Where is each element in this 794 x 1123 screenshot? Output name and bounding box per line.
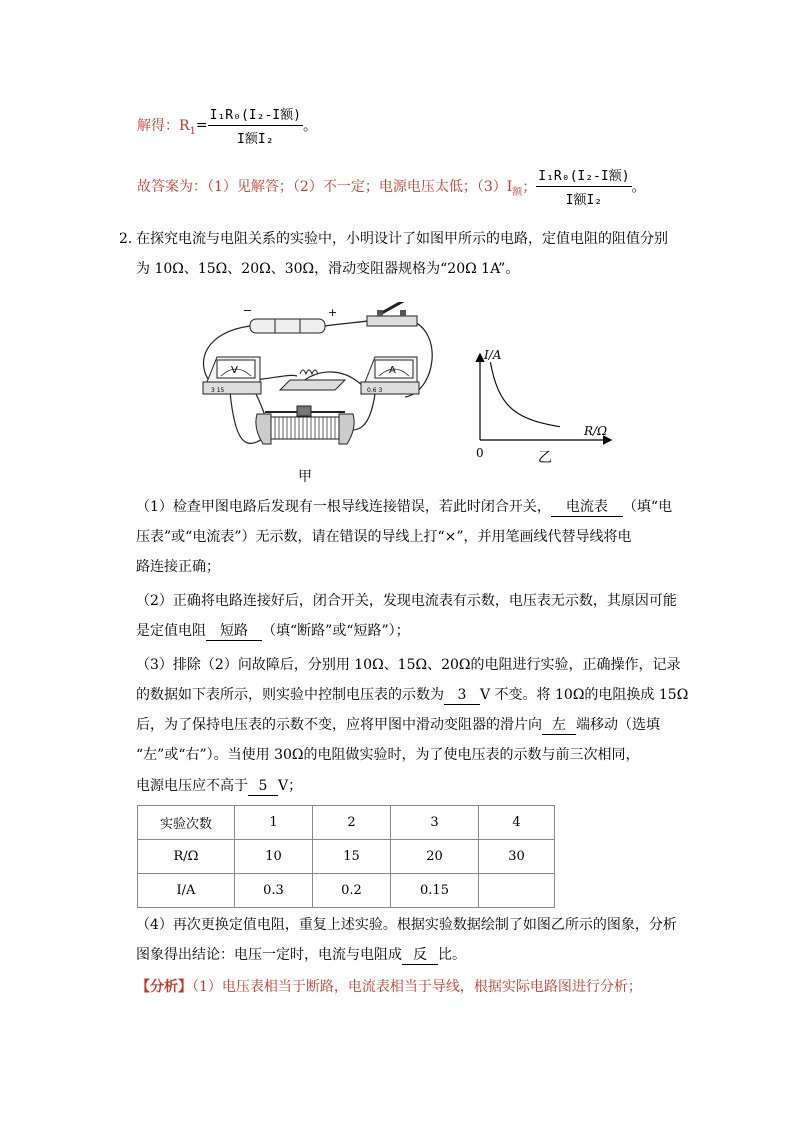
origin-label: 0: [476, 446, 484, 460]
part2-line-1: （2）正确将电路连接好后，闭合开关，发现电流表有示数，电压表无示数，其原因可能: [136, 593, 677, 609]
table-row: [138, 806, 555, 840]
question-line-2: 为 10Ω、15Ω、20Ω、30Ω，滑动变阻器规格为“20Ω 1A”。: [136, 261, 520, 277]
answer-blank-source-voltage: 5: [248, 777, 278, 796]
ammeter-icon: [361, 357, 419, 394]
answer-line: 故答案为：（1）见解答；（2）不一定；电源电压太低；$(3)I_额$； $\frac{\text{I₁R₀(I₂-I额)}}{\text{I额I₂}}$ 。: [137, 165, 646, 209]
answer-blank-direction: 左: [542, 716, 576, 735]
i-r-curve: [490, 362, 560, 427]
table-cell: 0.2: [313, 874, 391, 908]
analysis-tag: 【分析】: [136, 979, 192, 995]
table-cell: 3: [391, 806, 479, 840]
analysis-text: （1）电压表相当于断路，电流表相当于导线，根据实际电路图进行分析；: [192, 979, 642, 995]
part4-line-2: 图象得出结论：电压一定时，电流与电阻成 反 比。: [136, 947, 466, 963]
x-axis-label: R/Ω: [584, 424, 608, 438]
y-axis-label: I/A: [484, 348, 502, 362]
part3-line-2: 的数据如下表所示，则实验中控制电压表的示数为 3 V 不变。将 10Ω的电阻换成 15Ω: [136, 687, 689, 703]
answer-blank-fault: 短路: [206, 622, 262, 641]
question-number: 2．: [119, 231, 142, 247]
table-cell: 2: [313, 806, 391, 840]
table-cell: 15: [313, 840, 391, 874]
part1-line-1: （1）检查甲图电路后发现有一根导线连接错误，若此时闭合开关， 电流表 （填“电: [136, 499, 673, 515]
svg-text:A: A: [389, 365, 396, 376]
svg-text:+: +: [328, 306, 338, 319]
answer-fraction: [536, 165, 631, 208]
part4-line-1: （4）再次更换定值电阻，重复上述实验。根据实验数据绘制了如图乙所示的图象，分析: [136, 917, 677, 933]
svg-text:3 15: 3 15: [211, 387, 225, 394]
part2-line-2: 是定值电阻 短路 （填“断路”或“短路”）；: [136, 623, 410, 639]
answer-numerator: I₁R₀(I₂-I额): [536, 165, 631, 187]
part3-line-5: 电源电压应不高于 5 V；: [136, 778, 303, 794]
table-cell: 实验次数: [138, 806, 235, 840]
switch-icon: [367, 302, 417, 326]
table-cell: 10: [235, 840, 313, 874]
table-cell: R/Ω: [138, 840, 235, 874]
part3-line-4: “左”或“右”）。当使用 30Ω的电阻做实验时，为了使电压表的示数与前三次相同，: [136, 747, 640, 763]
circuit-diagram: [195, 302, 445, 462]
solution-line: 解得：$R_1=$ $\frac{\text{I₁R₀(I₂-I额)}}{\text{I额I₂}}$ 。: [137, 104, 317, 148]
table-cell: 0.15: [391, 874, 479, 908]
table-row: [138, 874, 555, 908]
question-line-1: 在探究电流与电阻关系的实验中，小明设计了如图甲所示的电路，定值电阻的阻值分别: [136, 231, 668, 247]
table-cell: I/A: [138, 874, 235, 908]
answer-blank-meter: 电流表: [551, 498, 623, 517]
table-cell: 20: [391, 840, 479, 874]
figure-yi-caption: 乙: [538, 450, 552, 465]
table-cell: [479, 874, 555, 908]
solution-label: 解得：$R_1$: [137, 117, 196, 137]
solution-fraction: [208, 104, 303, 147]
table-cell: 4: [479, 806, 555, 840]
svg-text:V: V: [231, 365, 238, 376]
table-cell: 1: [235, 806, 313, 840]
solution-numerator: I₁R₀(I₂-I额): [208, 104, 303, 126]
rheostat-icon: [256, 406, 354, 444]
battery-icon: [243, 304, 337, 333]
svg-text:−: −: [243, 304, 253, 317]
part1-line-2: 压表”或“电流表”）无示数，请在错误的导线上打“×”，并用笔画线代替导线将电: [136, 529, 632, 545]
part3-line-1: （3）排除（2）问故障后，分别用 10Ω、15Ω、20Ω的电阻进行实验，正确操作，记录: [136, 657, 681, 673]
answer-blank-relation: 反: [402, 946, 438, 965]
answer-denominator: I额I₂: [565, 193, 603, 208]
i-r-graph: [470, 345, 630, 465]
table-cell: 0.3: [235, 874, 313, 908]
voltmeter-icon: [203, 357, 261, 394]
part1-line-3: 路连接正确；: [136, 559, 220, 575]
table-cell: 30: [479, 840, 555, 874]
answer-blank-voltage: 3: [444, 686, 480, 705]
part3-line-3: 后，为了保持电压表的示数不变，应将甲图中滑动变阻器的滑片向 左 端移动（选填: [136, 717, 660, 733]
data-table: [137, 805, 555, 908]
analysis-line: [136, 972, 696, 1002]
resistor-icon: [280, 370, 345, 390]
answer-label: 故答案为：（1）见解答；（2）不一定；电源电压太低；$(3)I_额$: [137, 178, 523, 198]
figure-jia-caption: 甲: [298, 469, 312, 485]
svg-text:0.6 3: 0.6 3: [367, 387, 383, 394]
table-row: [138, 840, 555, 874]
solution-denominator: I额I₂: [237, 132, 274, 147]
